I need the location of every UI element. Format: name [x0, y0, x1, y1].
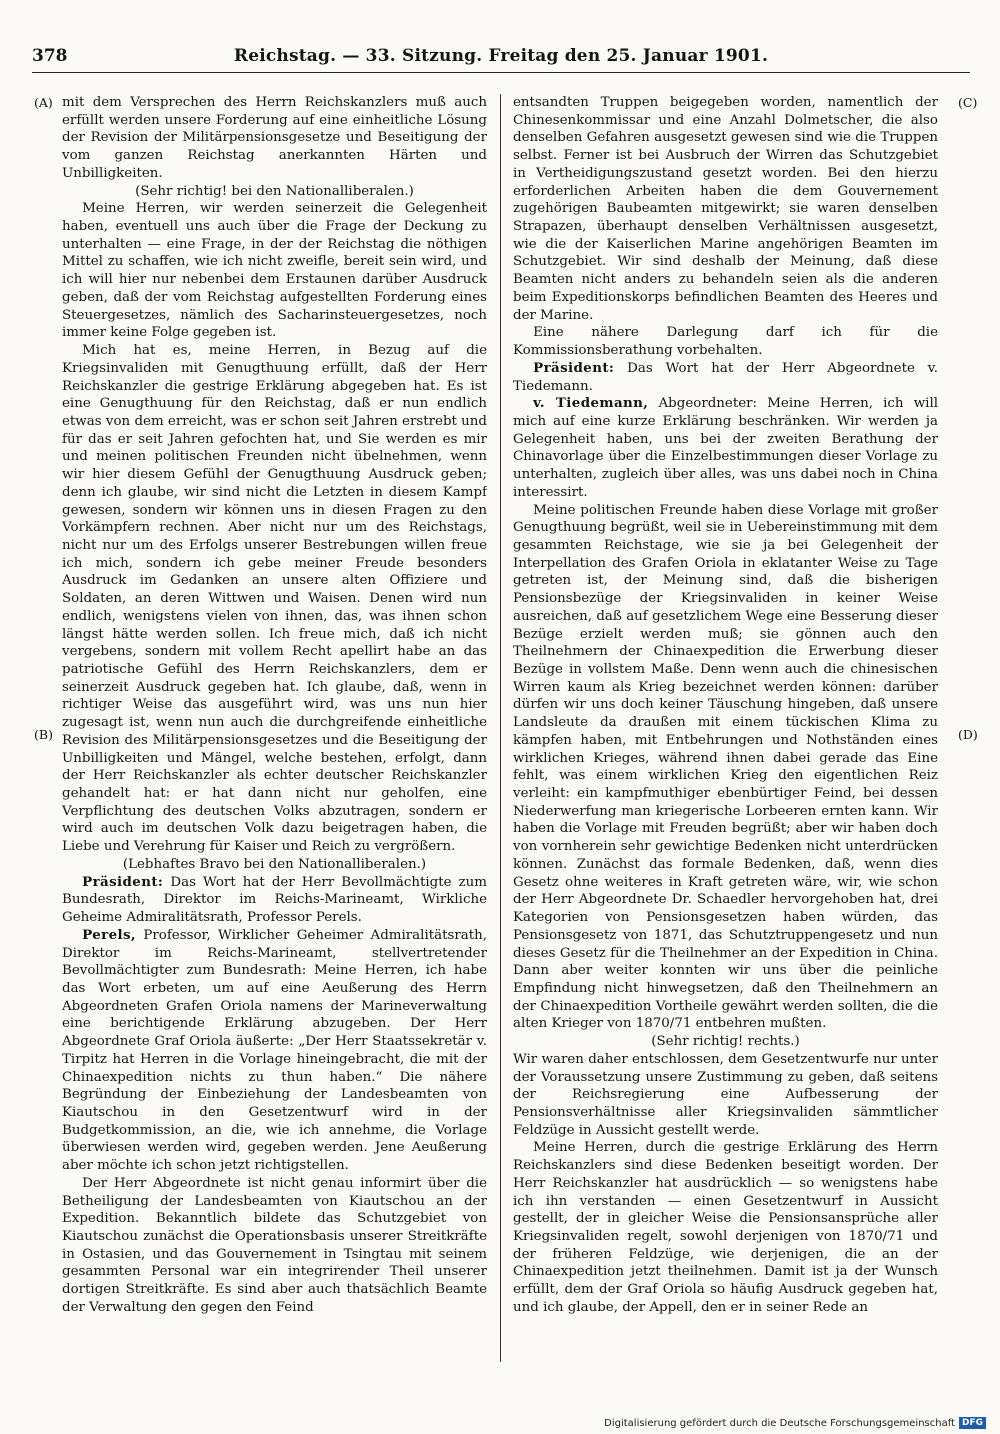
margin-marker-a: (A): [34, 95, 53, 110]
speech-text: Das Wort hat der Herr Bevollmächtigte zum Bundesrath, Direktor im Reichs-Marineamt, Wirkliche Geheime Admiralitätsrath, Professor Perels.: [62, 874, 487, 926]
speaker-name: Perels,: [82, 926, 136, 943]
interjection: (Lebhaftes Bravo bei den Nationalliberalen.): [122, 856, 427, 872]
speaker-name: Präsident:: [82, 873, 164, 890]
margin-marker-d: (D): [958, 727, 978, 742]
speaker-paragraph: [62, 927, 487, 1175]
paragraph: entsandten Truppen beigegeben worden, namentlich der Chinesenkommissar und eine Anzahl Dolmetscher, die also denselben Gefahren ausgesetzt gewesen sind wie die Truppen selbst. Ferner ist bei Ausbruch der Wirren das Schutzgebiet in Vertheidigungszustand gesetzt worden. Bei den hierzu erforderlichen Arbeiten haben die dem Gouvernement zugehörigen Baubeamten mitgewirkt; sie waren denselben Strapazen, überhaupt denselben Verhältnissen ausgesetzt, wie die der Kaiserlichen Marine angehörigen Beamten im Schutzgebiet. Wir sind deshalb der Meinung, daß diese Beamten nicht anders zu behandeln seien als die anderen beim Expeditionskorps befindlichen Beamten des Heeres und der Marine.: [513, 95, 938, 323]
footer: [604, 1417, 986, 1429]
funding-notice: Digitalisierung gefördert durch die Deutsche Forschungsgemeinschaft: [604, 1417, 955, 1429]
paragraph: Meine Herren, durch die gestrige Erklärung des Herrn Reichskanzlers sind diese Bedenken beseitigt worden. Der Herr Reichskanzler hat ausdrücklich — so wenigstens habe ich ihn verstanden — einen Gesetzentwurf in Aussicht gestellt, der in gleicher Weise die Pensionsansprüche aller Kriegsinvaliden regelt, sowohl derjenigen von 1870/71 und der früheren Feldzüge, wie derjenigen, die an der Chinaexpedition jetzt theilnehmen. Damit ist ja der Wunsch erfüllt, dem der Graf Oriola so häufig Ausdruck gegeben hat, und ich glaube, der Appell, den er in seiner Rede an: [513, 1140, 938, 1315]
right-column: [513, 94, 938, 1362]
speaker-name: Präsident:: [533, 359, 615, 376]
margin-marker-c: (C): [958, 95, 978, 110]
paragraph: mit dem Versprechen des Herrn Reichskanzlers muß auch erfüllt werden unsere Forderung auf eine einheitliche Lösung der Revision der Militärpensionsgesetze und Beseitigung der vom ganzen Reichstag anerkannten Härten und Unbilligkeiten.: [62, 95, 487, 181]
paragraph: Eine nähere Darlegung darf ich für die Kommissionsberathung vorbehalten.: [513, 325, 938, 359]
interjection: (Sehr richtig! rechts.): [651, 1034, 800, 1050]
paragraph: Mich hat es, meine Herren, in Bezug auf die Kriegsinvaliden mit Genugthuung erfüllt, daß der Herr Reichskanzler die gestrige Erklärung abgegeben hat. Es ist eine Genugthuung für den Reichstag, daß er nun endlich etwas von dem erreicht, was er schon seit Jahren erstrebt und für das er seit Jahren gefochten hat, und Sie werden es mir und meinen politischen Freunden nicht übelnehmen, wenn wir hier diesem Gefühl der Genugthuung Ausdruck geben; denn ich glaube, wir sind nicht die Letzten in diesem Kampf gewesen, sondern wir können uns in diesen Fragen zu den Vorkämpfern rechnen. Aber nicht nur um des Reichstags, nicht nur um des Erfolgs unserer Bestrebungen willen freue ich mich, sondern ich gebe meiner Freude besonders Ausdruck im Gedanken an unsere alten Offiziere und Soldaten, an deren Wittwen und Waisen. Denen wird nun endlich, wenigstens vielen von ihnen, das, was ihnen schon längst hätte werden sollen. Ich freue mich, daß ich nicht vergebens, sondern mit vollem Recht apellirt habe an das patriotische Gefühl des Herrn Reichskanzlers, dem er seinerzeit Ausdruck gegeben hat. Ich glaube, daß, wenn in richtiger Weise das ausgeführt wird, was uns nun hier zugesagt ist, wenn nun auch die durchgreifende einheitliche Revision des Militärpensionsgesetzes und die Beseitigung der Unbilligkeiten und Mängel, welche bestehen, erfolgt, dann der Herr Reichskanzler als echter deutscher Reichskanzler gehandelt hat: er hat dann nicht nur geholfen, eine Verpflichtung des deutschen Volks abzutragen, sondern er wird auch im deutschen Volk dazu beigetragen haben, die Liebe und Verehrung für Kaiser und Reich zu vergrößern.: [62, 343, 487, 855]
page-number: 378: [32, 46, 68, 66]
dfg-logo: DFG: [959, 1417, 986, 1429]
paragraph: Der Herr Abgeordnete ist nicht genau informirt über die Betheiligung der Landesbeamten von Kiautschou an der Expedition. Bekanntlich bildete das Schutzgebiet von Kiautschou zunächst die Operationsbasis unserer Streitkräfte in Ostasien, und das Gouvernement in Tsingtau mit seinem gesammten Personal war ein integrirender Theil unserer dortigen Streitkräfte. Es sind aber auch thatsächlich Beamte der Verwaltung den gegen den Feind: [62, 1175, 487, 1315]
left-column: [62, 94, 487, 1362]
speech-text: Abgeordneter: Meine Herren, ich will mich auf eine kurze Erklärung beschränken. Wir werden ja Gelegenheit haben, uns bei der zweiten Berathung der Chinavorlage über die Einzelbestimmungen dieser Vorlage zu unterhalten, zugleich über alles, was uns dabei noch in China interessirt.: [513, 396, 938, 500]
paragraph: Meine Herren, wir werden seinerzeit die Gelegenheit haben, eventuell uns auch über die Frage der Deckung zu unterhalten — eine Frage, in der der Reichstag die nöthigen Mittel zu schaffen, wie ich nicht zweifle, bereit sein wird, und ich will hier nur nebenbei dem Erstaunen darüber Ausdruck geben, daß der vom Reichstag aufgestellten Forderung eines Steuergesetzes, nämlich des Sacharinsteuergesetzes, noch immer keine Folge gegeben ist.: [62, 201, 487, 341]
speech-text: Professor, Wirklicher Geheimer Admiralitätsrath, Direktor im Reichs-Marineamt, stellvertretender Bevollmächtigter zum Bundesrath: Meine Herren, ich habe das Wort erbeten, um auf eine Aeußerung des Herrn Abgeordneten Grafen Oriola namens der Marineverwaltung eine berichtigende Erklärung abzugeben. Der Herr Abgeordnete Graf Oriola äußerte: „Der Herr Staatssekretär v. Tirpitz hat Herren in die Vorlage hineingebracht, die mit der Chinaexpedition nichts zu thun haben.“ Die nähere Begründung der Einbeziehung der Landesbeamten von Kiautschou in den Gesetzentwurf wird in der Budgetkommission, an die, wie ich annehme, die Vorlage überwiesen werden wird, gegeben werden. Jene Aeußerung aber möchte ich schon jetzt richtigstellen.: [62, 927, 487, 1174]
column-divider: [500, 94, 501, 1362]
speaker-name: v. Tiedemann,: [533, 395, 649, 412]
paragraph: Meine politischen Freunde haben diese Vorlage mit großer Genugthuung begrüßt, weil sie in Uebereinstimmung mit dem gesammten Reichstage, wie sie ja bei Gelegenheit der Interpellation des Grafen Oriola in eklatanter Weise zu Tage getreten ist, der Meinung sind, daß die bisherigen Pensionsbezüge der Kriegsinvaliden in keiner Weise ausreichen, daß auf gesetzlichem Wege eine Besserung dieser Bezüge erzielt werden muß; sie gönnen auch den Theilnehmern der Chinaexpedition die Erwerbung dieser Bezüge in vollstem Maße. Denn wenn auch die chinesischen Wirren kaum als Krieg bezeichnet werden können: darüber dürfen wir uns doch keiner Täuschung hingeben, daß unsere Landsleute da draußen mit einem tückischen Klima zu kämpfen haben, mit Entbehrungen und Nothständen eines wirklichen Krieges, während ihnen dabei gerade das Eine fehlt, was einem wirklichen Krieg den eigentlichen Reiz verleiht: ein kampfmuthiger ebenbürtiger Feind, bei dessen Niederwerfung man kriegerische Lorbeeren ernten kann. Wir haben die Vorlage mit Freuden begrüßt; aber wir haben doch von vornherein sehr gewichtige Bedenken nicht unterdrücken können. Zunächst das formale Bedenken, daß, wenn dies Gesetz ohne weiteres in Kraft getreten wäre, wir, wie schon der Herr Abgeordnete Dr. Schaedler hervorgehoben hat, drei Kategorien von Pensionsgesetzen haben würden, das Pensionsgesetz von 1871, das Schutztruppengesetz und nun dieses Gesetz für die Theilnehmer an der Expedition in China. Dann aber weiter konnten wir uns über die peinliche Empfindung nicht hinwegsetzen, daß den Theilnehmern an der Chinaexpedition Vortheile gewährt werden sollten, die die alten Krieger von 1870/71 entbehren mußten.: [513, 502, 938, 1032]
speech-text: Das Wort hat der Herr Abgeordnete v. Tiedemann.: [513, 360, 938, 394]
interjection: (Sehr richtig! bei den Nationalliberalen.): [135, 183, 414, 199]
speaker-paragraph: [62, 874, 487, 927]
speaker-paragraph: [513, 395, 938, 501]
margin-marker-b: (B): [34, 727, 53, 742]
paragraph: Wir waren daher entschlossen, dem Gesetzentwurfe nur unter der Voraussetzung unsere Zustimmung zu geben, daß seitens der Reichsregierung eine Aufbesserung der Pensionsverhältnisse aller Kriegsinvaliden sämmtlicher Feldzüge in Aussicht gestellt werde.: [513, 1051, 938, 1138]
page-header: [32, 46, 970, 73]
speaker-paragraph: [513, 360, 938, 395]
running-title: Reichstag. — 33. Sitzung. Freitag den 25. Januar 1901.: [233, 46, 769, 66]
